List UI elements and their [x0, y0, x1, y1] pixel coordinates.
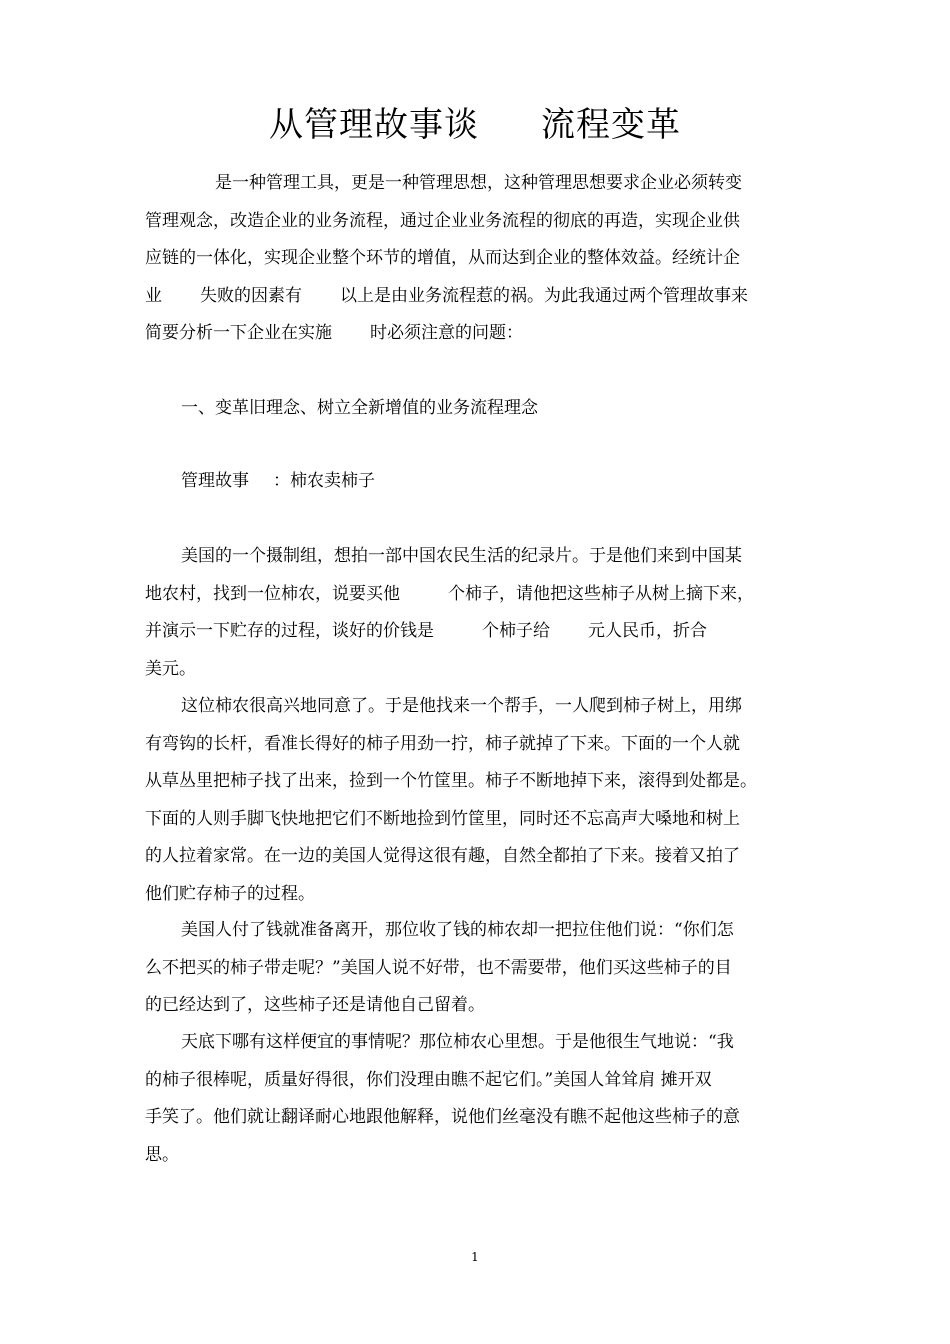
title-part-2: 流程变革 [541, 105, 681, 145]
story-heading: 管理故事 ：柿农卖柿子 [181, 471, 375, 491]
text-line: 是一种管理工具，更是一种管理思想，这种管理思想要求企业必须转变 [215, 173, 742, 193]
section-heading: 一、变革旧理念、树立全新增值的业务流程理念 [181, 398, 538, 418]
text-line: 么不把买的柿子带走呢？”美国人说不好带，也不需要带，他们买这些柿子的目 [145, 957, 732, 978]
text-line: 并演示一下贮存的过程，谈好的价钱是 个柿子给 元人民币，折合 [145, 621, 707, 641]
story-paragraph [145, 912, 810, 1025]
story-paragraph [145, 538, 810, 688]
text-line: 思。 [145, 1144, 179, 1165]
text-line: 的人拉着家常。在一边的美国人觉得这很有趣，自然全都拍了下来。接着又拍了 [145, 846, 740, 866]
text-line: 美元。 [145, 658, 196, 679]
text-line: 地农村，找到一位柿农，说要买他 个柿子，请他把这些柿子从树上摘下来， [145, 583, 754, 604]
text-line: 的已经达到了，这些柿子还是请他自己留着。 [145, 995, 485, 1015]
page-title [0, 100, 950, 150]
text-line: 天底下哪有这样便宜的事情呢？那位柿农心里想。于是他很生气地说：“我 [181, 1032, 734, 1052]
intro-paragraph [145, 165, 810, 353]
story-paragraph [145, 688, 810, 913]
text-line: 有弯钩的长杆，看准长得好的柿子用劲一拧，柿子就掉了下来。下面的一个人就 [145, 733, 740, 754]
text-line: 的柿子很棒呢，质量好得很，你们没理由瞧不起它们。”美国人耸耸肩 摊开双 [145, 1069, 712, 1090]
story-paragraph [145, 1024, 810, 1174]
text-line: 应链的一体化，实现企业整个环节的增值，从而达到企业的整体效益。经统计企 [145, 248, 740, 268]
text-line: 业 失败的因素有 以上是由业务流程惹的祸。为此我通过两个管理故事来 [145, 285, 748, 306]
text-line: 美国的一个摄制组，想拍一部中国农民生活的纪录片。于是他们来到中国某 [181, 546, 742, 566]
page-number: 1 [471, 1250, 479, 1264]
text-line: 管理观念，改造企业的业务流程，通过企业业务流程的彻底的再造，实现企业供 [145, 210, 740, 231]
text-line: 简要分析一下企业在实施 时必须注意的问题： [145, 323, 523, 343]
text-line: 从草丛里把柿子找了出来，捡到一个竹筐里。柿子不断地掉下来，滚得到处都是。 [145, 771, 757, 791]
title-part-1: 从管理故事谈 [269, 105, 479, 145]
text-line: 下面的人则手脚飞快地把它们不断地捡到竹筐里，同时还不忘高声大嗓地和树上 [145, 808, 740, 829]
text-line: 美国人付了钱就准备离开，那位收了钱的柿农却一把拉住他们说：“你们怎 [181, 920, 734, 940]
text-line: 他们贮存柿子的过程。 [145, 883, 315, 904]
text-line: 手笑了。他们就让翻译耐心地跟他解释，说他们丝毫没有瞧不起他这些柿子的意 [145, 1107, 740, 1127]
text-line: 这位柿农很高兴地同意了。于是他找来一个帮手，一人爬到柿子树上，用绑 [181, 696, 742, 716]
